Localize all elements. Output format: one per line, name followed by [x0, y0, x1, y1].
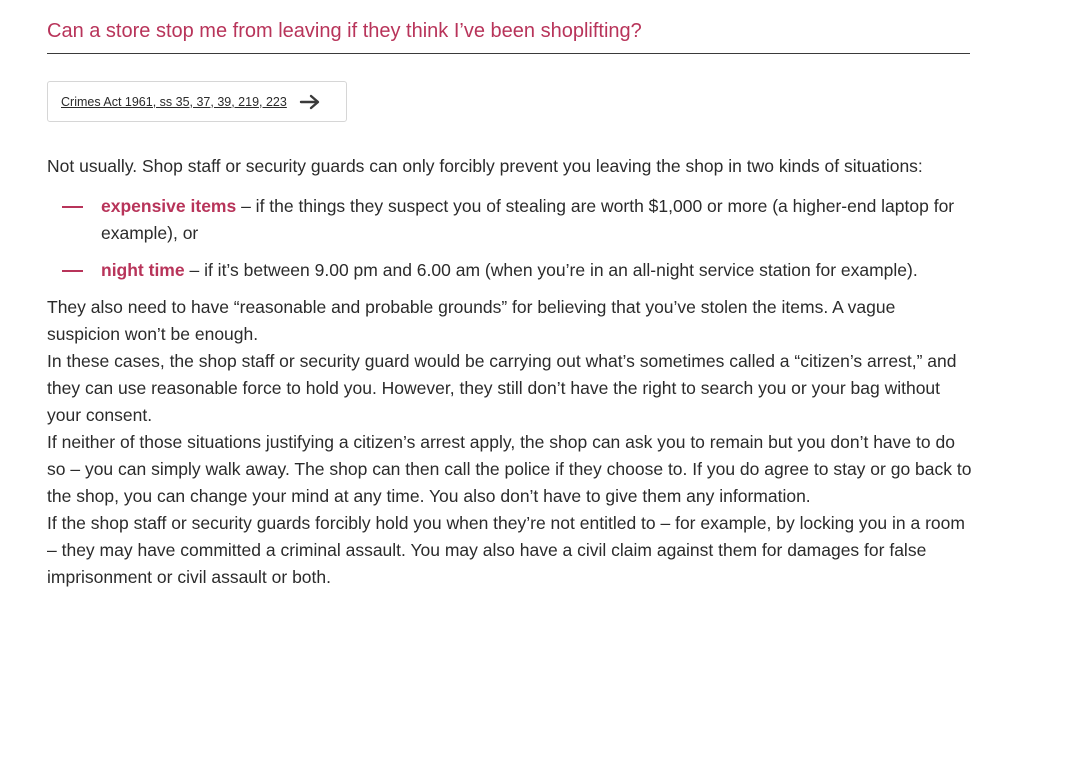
- citizens-arrest-paragraph: In these cases, the shop staff or security guard would be carrying out what’s sometimes called a “citizen’s arrest,” and they can use reasonable force to hold you. However, they still don’t have the right to search you or your bag without your consent.: [47, 351, 957, 425]
- term-expensive-items: expensive items: [101, 196, 237, 216]
- dash-bullet-icon: [62, 206, 83, 208]
- item-text: – if the things they suspect you of stealing are worth $1,000 or more (a higher-end laptop for example), or: [101, 196, 955, 243]
- legislation-link-label[interactable]: Crimes Act 1961, ss 35, 37, 39, 219, 223: [61, 94, 287, 109]
- walk-away-paragraph: If neither of those situations justifying a citizen’s arrest apply, the shop can ask you to remain but you don’t have to do so – you can simply walk away. The shop can then call the police if they choose to. If you do agree to stay or go back to the shop, you can change your mind at any time. You also don’t have to give them any information.: [47, 432, 972, 506]
- question-heading[interactable]: Can a store stop me from leaving if they think I’ve been shoplifting?: [47, 18, 970, 54]
- legislation-link-button[interactable]: [47, 81, 347, 122]
- item-text: – if it’s between 9.00 pm and 6.00 am (when you’re in an all-night service station for example).: [184, 260, 918, 280]
- intro-paragraph: Not usually. Shop staff or security guards can only forcibly prevent you leaving the shop in two kinds of situations:: [47, 156, 923, 176]
- arrow-right-icon: [299, 94, 321, 110]
- grounds-paragraph: They also need to have “reasonable and probable grounds” for believing that you’ve stolen the items. A vague suspicion won’t be enough.: [47, 297, 896, 344]
- answer-content: [47, 153, 972, 591]
- list-item-night-time: [47, 257, 972, 284]
- list-item-expensive-items: [47, 193, 972, 247]
- dash-bullet-icon: [62, 270, 83, 272]
- term-night-time: night time: [101, 260, 185, 280]
- false-imprisonment-paragraph: If the shop staff or security guards forcibly hold you when they’re not entitled to – for example, by locking you in a room – they may have committed a criminal assault. You may also have a civil claim against them for damages for false imprisonment or civil assault or both.: [47, 513, 965, 587]
- situations-list: [47, 193, 972, 284]
